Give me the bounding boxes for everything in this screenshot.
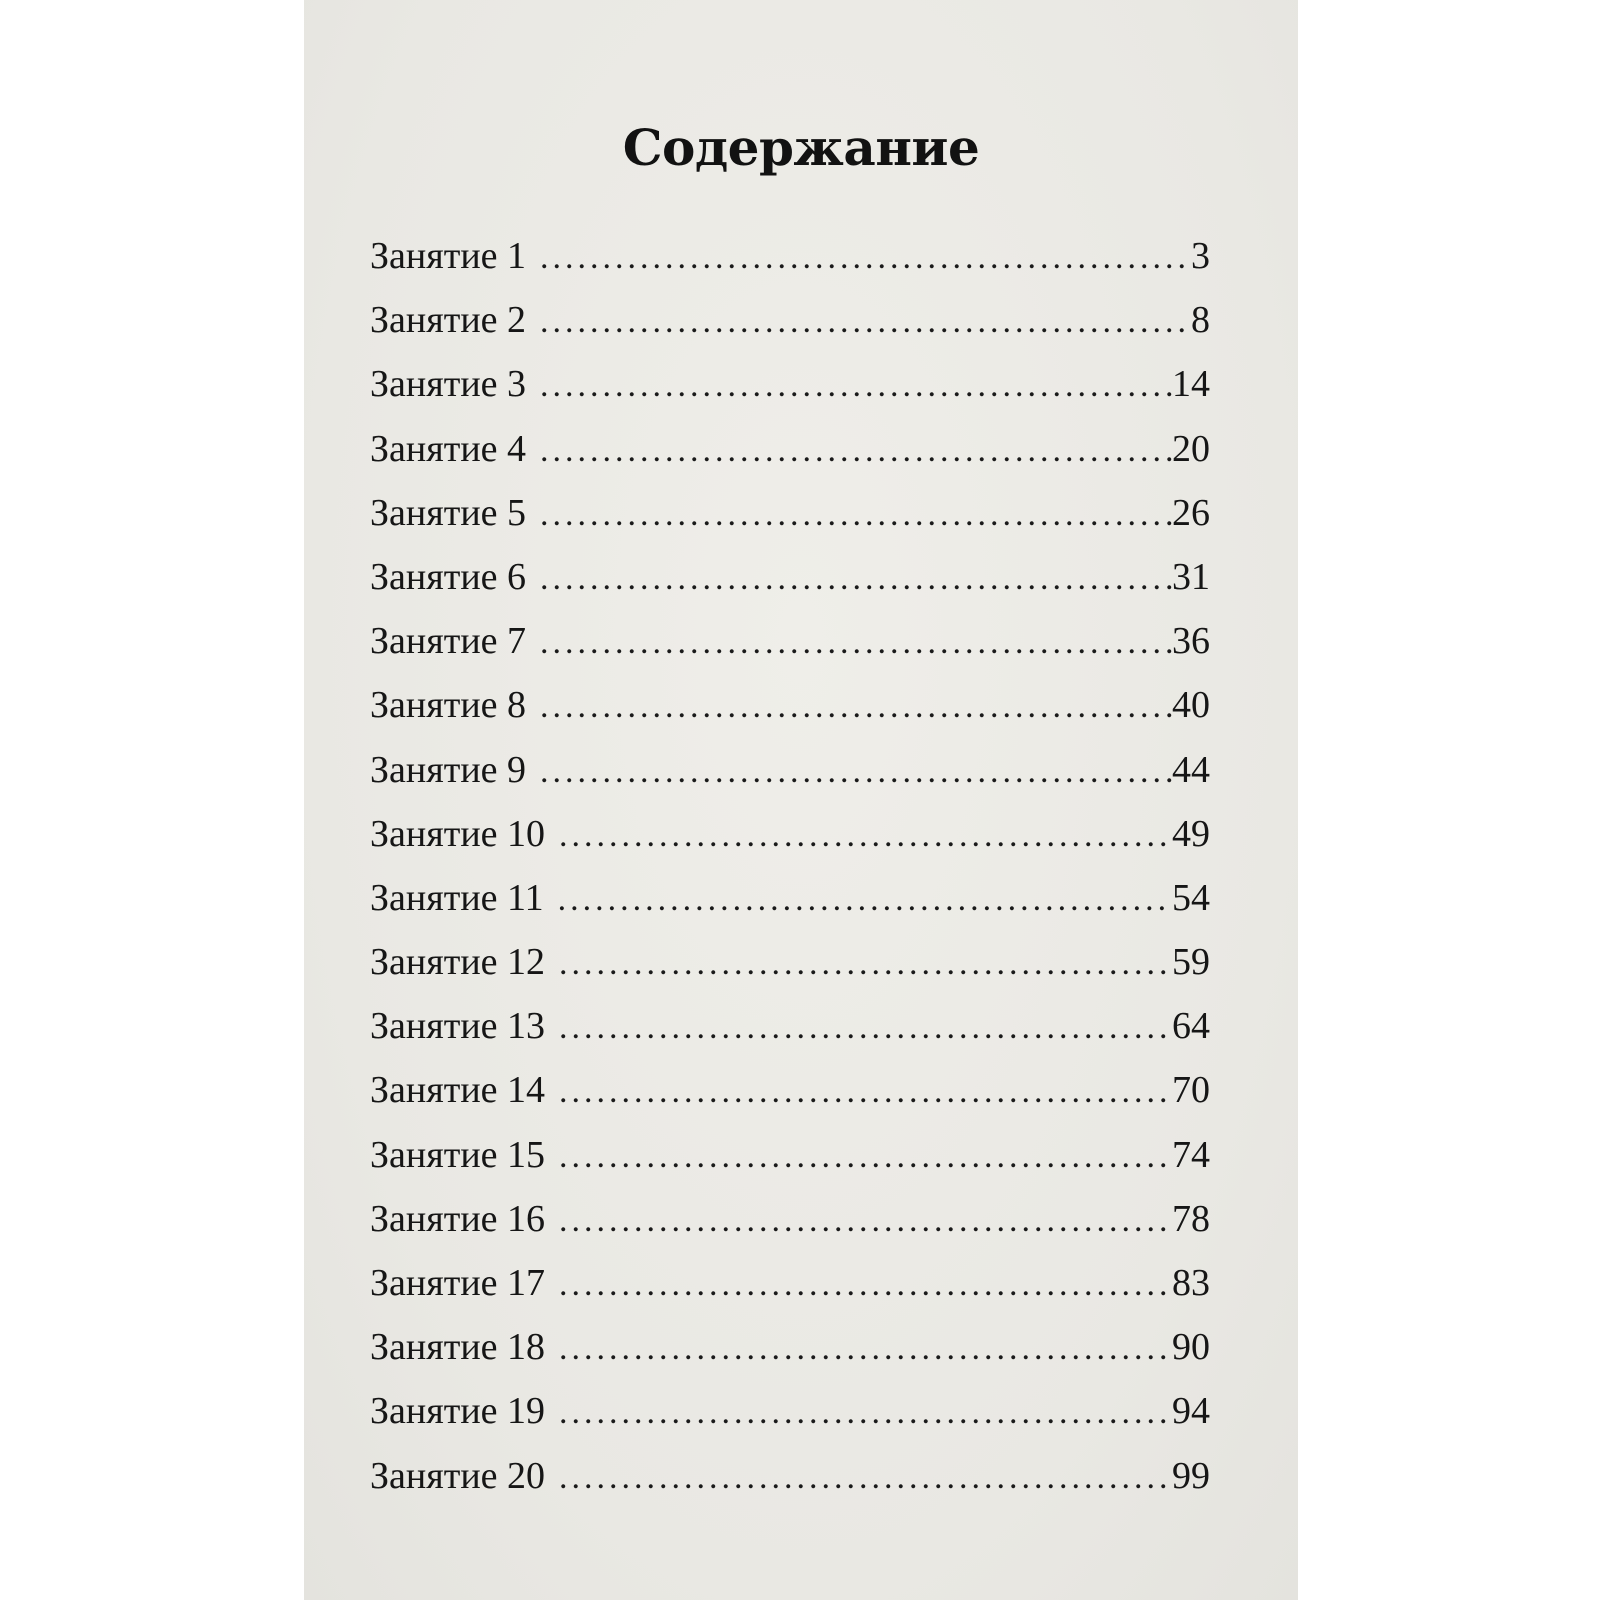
toc-entry-page-number: 14	[1172, 363, 1210, 406]
toc-dot-leader	[540, 226, 1191, 290]
toc-entry-page-number: 49	[1172, 812, 1210, 855]
toc-entry-page-number: 44	[1172, 748, 1210, 791]
toc-dot-leader	[540, 740, 1172, 804]
toc-entry	[370, 866, 1210, 930]
toc-entry-page-number: 74	[1172, 1133, 1210, 1176]
book-page	[304, 0, 1298, 1600]
toc-dot-leader	[540, 675, 1172, 739]
toc-dot-leader	[559, 1317, 1172, 1381]
toc-entry-label: Занятие 17	[370, 1262, 546, 1304]
toc-entry-label: Занятие 19	[370, 1390, 546, 1433]
toc-entry-page-number: 54	[1172, 876, 1210, 919]
toc-entry	[370, 1379, 1210, 1443]
toc-entry-page-number: 59	[1172, 941, 1210, 984]
toc-dot-leader	[559, 1060, 1172, 1124]
toc-dot-leader	[559, 932, 1172, 996]
toc-dot-leader	[540, 483, 1172, 547]
toc-entry	[370, 224, 1210, 288]
toc-entry-label: Занятие 5	[370, 491, 527, 534]
toc-entry-page-number: 40	[1172, 684, 1210, 727]
toc-entry	[370, 802, 1210, 866]
toc-entry-label: Занятие 1	[370, 235, 527, 277]
toc-entry	[370, 673, 1210, 737]
toc-entry-page-number: 64	[1172, 1005, 1210, 1048]
toc-dot-leader	[559, 1253, 1172, 1317]
toc-entry-label: Занятие 8	[370, 684, 527, 727]
toc-dot-leader	[559, 1381, 1172, 1445]
toc-entry	[370, 417, 1210, 481]
toc-entry-page-number: 8	[1191, 299, 1210, 342]
toc-entry-label: Занятие 7	[370, 620, 527, 663]
toc-entry-page-number: 31	[1172, 555, 1210, 598]
toc-entry-label: Занятие 16	[370, 1197, 546, 1240]
toc-entry-page-number: 90	[1172, 1326, 1210, 1369]
toc-entry-label: Занятие 11	[370, 876, 544, 919]
toc-dot-leader	[559, 996, 1172, 1060]
toc-entry	[370, 288, 1210, 352]
toc-entry	[370, 1315, 1210, 1379]
toc-entry	[370, 1444, 1210, 1508]
toc-entry-page-number: 83	[1172, 1262, 1210, 1304]
toc-dot-leader	[559, 804, 1172, 868]
toc-entry-page-number: 99	[1172, 1454, 1210, 1497]
toc-entry-page-number: 20	[1172, 427, 1210, 470]
toc-entry	[370, 1058, 1210, 1122]
toc-entry-page-number: 78	[1172, 1197, 1210, 1240]
toc-dot-leader	[540, 611, 1172, 675]
toc-entry-label: Занятие 3	[370, 363, 527, 406]
toc-entry	[370, 1123, 1210, 1187]
toc-dot-leader	[559, 1446, 1172, 1510]
toc-entry-label: Занятие 2	[370, 299, 527, 342]
toc-entry-page-number: 3	[1191, 235, 1210, 277]
toc-entry	[370, 930, 1210, 994]
toc-entry-label: Занятие 14	[370, 1069, 546, 1112]
table-of-contents	[370, 224, 1210, 1508]
toc-entry	[370, 1187, 1210, 1251]
toc-entry-page-number: 36	[1172, 620, 1210, 663]
toc-entry	[370, 1251, 1210, 1315]
toc-entry	[370, 994, 1210, 1058]
toc-entry-label: Занятие 18	[370, 1326, 546, 1369]
toc-entry-label: Занятие 20	[370, 1454, 546, 1497]
toc-entry	[370, 609, 1210, 673]
toc-dot-leader	[540, 547, 1172, 611]
toc-entry-label: Занятие 4	[370, 427, 527, 470]
toc-dot-leader	[559, 1189, 1172, 1253]
toc-entry-label: Занятие 13	[370, 1005, 546, 1048]
toc-dot-leader	[540, 419, 1172, 483]
toc-entry-label: Занятие 6	[370, 555, 527, 598]
toc-entry-page-number: 70	[1172, 1069, 1210, 1112]
toc-dot-leader	[559, 1125, 1172, 1189]
toc-entry-label: Занятие 15	[370, 1133, 546, 1176]
toc-entry-label: Занятие 10	[370, 812, 546, 855]
toc-entry-label: Занятие 9	[370, 748, 527, 791]
toc-dot-leader	[540, 290, 1191, 354]
toc-entry-label: Занятие 12	[370, 941, 546, 984]
toc-dot-leader	[558, 868, 1172, 932]
page-title: Содержание	[622, 118, 980, 177]
toc-entry	[370, 481, 1210, 545]
toc-entry	[370, 352, 1210, 416]
toc-entry	[370, 738, 1210, 802]
toc-dot-leader	[540, 354, 1172, 418]
toc-entry-page-number: 26	[1172, 491, 1210, 534]
toc-entry	[370, 545, 1210, 609]
toc-entry-page-number: 94	[1172, 1390, 1210, 1433]
